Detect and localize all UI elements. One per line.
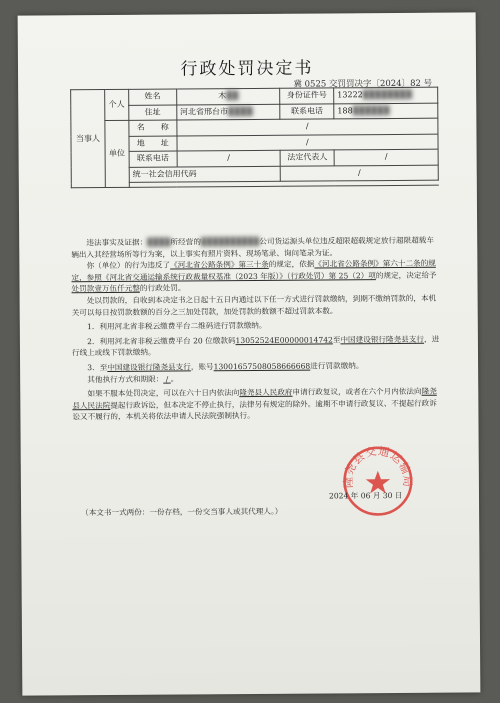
payment-method-1: 1．利用河北省非税云缴费平台二维码进行罚款缴纳。 [86,321,267,332]
credit-code-value: / [280,165,438,182]
document-title: 行政处罚决定书 [180,58,314,80]
unit-phone-label: 联系电话 [129,151,177,167]
phone-value: 188██████ [334,103,438,119]
name-label: 姓名 [128,89,176,105]
phone-label: 联系电话 [280,103,334,119]
payment-method-3: 3．至中国建设银行隆尧县支行，账号13001657508058666668进行罚款缴纳。 [87,361,364,373]
table-spacer [129,180,438,187]
other-execution: 其他执行方式和期限： / 。 [87,374,179,384]
payment-deadline-paragraph: 处以罚款的，自收到本决定书之日起十五日内通过以下任一方式进行罚款缴纳，到期不缴纳罚款的，本机关可以每日按罚款数额的百分之三加处罚款，加处罚款的数额不超过罚款本数。 [71,293,437,317]
payment-method-2: 2．利用河北省非税云缴费平台 20 位缴款码13052524E00000014742至中国建设银行隆尧县支行，进行线上或线下罚款缴纳。 [71,334,440,358]
document-number: 冀 0525 交罚罚决字〔2024〕82 号 [293,78,433,90]
person-label: 个人 [105,89,129,120]
seal-text: 隆尧县交通运输局 [341,444,414,489]
unit-phone-value: / [177,150,281,166]
name-value: 木██ [176,88,280,104]
party-label: 当事人 [71,90,106,188]
unit-name-value: / [177,118,438,135]
party-info-table [70,87,439,189]
document-sheet [18,12,481,695]
copies-note: （本文书一式两份：一份存档，一份交当事人或其代理人。） [81,506,283,518]
id-value: 13222████████ [334,87,438,103]
unit-name-label: 名 称 [129,120,177,136]
credit-code-label: 统一社会信用代码 [129,166,281,183]
unit-label: 单位 [105,120,129,187]
unit-address-label: 地 址 [129,135,177,151]
legal-rep-value: / [334,149,438,165]
address-value: 河北省邢台市████ [176,104,280,120]
issue-date: 2024 年 06 月 30 日 [328,490,403,501]
legal-rep-label: 法定代表人 [280,150,334,166]
decision-body [71,235,440,423]
unit-address-value: / [177,134,438,151]
official-seal [341,444,416,519]
address-label: 住址 [129,105,177,121]
facts-paragraph: 违法事实及证据：████所经营的██████████公司货运源头单位违反超限超载规定放行超限超载车辆出入其经营场所等行为案，以上事实有照片资料、现场笔录、询问笔录为证。 [71,235,434,259]
id-label: 身份证件号 [280,88,334,104]
violation-paragraph: 你（单位）的行为违反了《河北省公路条例》第三十条的规定，依据《河北省公路条例》第六十二条的规定，参照《河北省交通运输系统行政裁量权基准（2023 年版）》（行政处罚）第 25（2）项的规定，决定给予处罚款壹万伍仟元整的行政处罚。 [71,258,437,294]
review-paragraph: 如果不服本处罚决定，可以在六十日内依法向隆尧县人民政府申请行政复议，或者在六个月内依法向隆尧县人民法院提起行政诉讼，但本决定不停止执行，法律另有规定的除外。逾期不申请行政复议、不提起行政诉讼又不履行的，本机关将依法申请人民法院强制执行。 [72,386,437,422]
